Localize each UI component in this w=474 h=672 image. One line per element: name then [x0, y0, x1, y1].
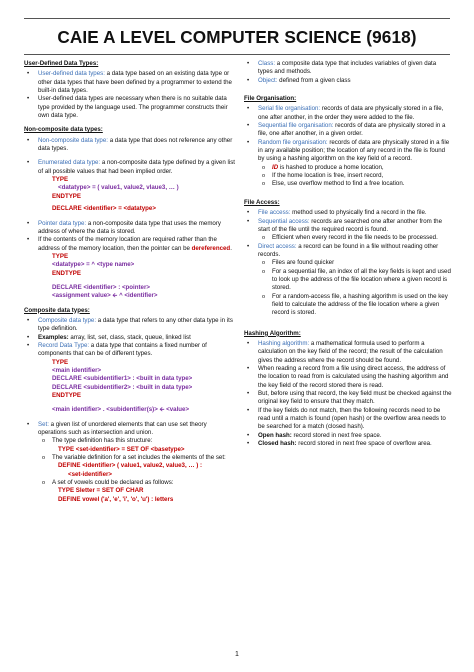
- bullet-udt-definition: [24, 70, 236, 95]
- text: a given list of unordered elements that can use set theory operations such as intersection and union.: [38, 420, 207, 437]
- code-line: <assignment value> 🡨 ^ <identifier>: [52, 292, 158, 300]
- heading-non-composite: Non-composite data types:: [24, 126, 103, 134]
- term: Random file organisation:: [258, 138, 328, 146]
- sub-bullet: o If the home location is free, insert record,: [244, 172, 452, 180]
- term: Non-composite data type:: [38, 136, 108, 144]
- page-title: CAIE A LEVEL COMPUTER SCIENCE (9618): [57, 27, 417, 47]
- bullet-serial: [244, 105, 452, 122]
- code-line: TYPE: [52, 252, 69, 260]
- text: a composite data type that includes variables of given data types and methods.: [258, 60, 437, 76]
- term: Open hash:: [258, 431, 292, 439]
- text: records of data are physically stored in a file, one after another, in the order they were added to the file.: [258, 105, 444, 121]
- text: a non-composite data type defined by a given list of all possible values that had been implied order.: [38, 159, 235, 175]
- code-line: <datatype> = ( value1, value2, vlaue3, … ): [58, 184, 179, 192]
- bullet-hashing-algorithm: [244, 340, 452, 365]
- text: a data type that does not reference any other data types.: [38, 136, 233, 153]
- text: defined from a given class: [277, 76, 351, 84]
- text: record stored in next free space of overflow area.: [296, 440, 432, 448]
- code-line: <set-identifier>: [68, 470, 113, 478]
- code-line: <main identifier> . <subidentifier(s)> 🡨 <value>: [52, 406, 190, 414]
- term: Set:: [38, 420, 49, 428]
- term: Enumerated data type:: [38, 159, 101, 167]
- text: array, list, set, class, stack, queue, linked list: [68, 333, 191, 341]
- bullet-file-access: [244, 209, 452, 217]
- bullet-sequential: [244, 122, 452, 139]
- text: records are searched one after another from the start of the file until the required record is found.: [258, 217, 442, 233]
- code-line: DECLARE <subidentifier1> : <built in data type>: [52, 375, 193, 383]
- code-line: ENDTYPE: [52, 269, 82, 277]
- bullet-object: [244, 77, 452, 85]
- text: a record can be found in a file without reading other records.: [258, 242, 439, 258]
- code-line: DECLARE <identifier> = <datatype>: [52, 205, 156, 213]
- code-line: ENDTYPE: [52, 192, 82, 200]
- term: Direct access:: [258, 242, 297, 250]
- term: Class:: [258, 60, 276, 67]
- heading-composite: Composite data types:: [24, 306, 90, 314]
- sub-bullet: o ID is hashed to produce a home location,: [244, 164, 452, 172]
- term: Sequential file organisation:: [258, 122, 334, 130]
- term: User-defined data types:: [38, 70, 105, 78]
- text: a data type that refers to any other data type in its type definition.: [38, 316, 233, 333]
- bullet-closed-hash: [244, 440, 452, 448]
- heading-hashing: Hashing Algorithm:: [244, 329, 301, 337]
- text: User-defined data types are necessary when there is no suitable data type provided by the language used. The programmer constructs their own data type.: [38, 95, 228, 120]
- heading-file-organisation: File Organisation:: [244, 95, 297, 103]
- bullet-sequential-access: [244, 218, 452, 235]
- code-line: DECLARE <subidentifier2> : <built in data type>: [52, 383, 193, 391]
- code-line: DEFINE vowel ('a', 'e', 'i', 'o', 'u') : letters: [58, 495, 174, 503]
- bullet-direct-access: [244, 243, 452, 260]
- code-line: <main identifier>: [52, 367, 102, 374]
- term: Composite data type:: [38, 316, 97, 324]
- term: File access:: [258, 209, 291, 217]
- text: records of data are physically stored in a file in any available position; the location of any record in the file is found by using a hashing algorithm on the key field of a record.: [258, 138, 450, 163]
- term: Examples:: [38, 333, 69, 341]
- bullet-hash-check: • But, before using that record, the key field must be checked against the original key field to ensure that they match.: [244, 390, 452, 407]
- page-number: 1: [235, 651, 239, 658]
- bullet-random: [244, 139, 452, 164]
- term: Hashing algorithm:: [258, 339, 310, 347]
- term: Sequential access:: [258, 217, 310, 225]
- code-line: DECLARE <identifier> : <pointer>: [52, 283, 150, 291]
- code-line: TYPE <set-identifier> = SET OF <basetype>: [58, 445, 185, 453]
- sub-bullet: o A set of vowels could be declared as follows:: [24, 479, 236, 487]
- text: a mathematical formula used to perform a calculation on the key field of the record; the result of the calculation gives the address where the record should be found.: [258, 339, 443, 364]
- sub-bullet: o Efficient when every record in the file needs to be processed.: [244, 234, 452, 242]
- heading-user-defined: User-Defined Data Types:: [24, 60, 99, 67]
- bullet-composite: [24, 317, 236, 334]
- bullet-class: [244, 60, 452, 77]
- bullet-hash-read: • When reading a record from a file using direct access, the address of the location to read from is calculated using the hashing algorithm and the key field of the record stored there is read.: [244, 365, 452, 390]
- bullet-enumerated: [24, 159, 236, 176]
- code-line: ENDTYPE: [52, 392, 82, 400]
- code-line: DEFINE <identifier> ( value1, value2, value3, … ) :: [58, 462, 203, 470]
- term: Closed hash:: [258, 440, 297, 448]
- highlight: dereferenced: [191, 244, 231, 252]
- term: Serial file organisation:: [258, 105, 321, 113]
- header-rule-top: [24, 18, 450, 19]
- bullet-set: [24, 421, 236, 438]
- text: a data type based on an existing data type or other data types that have been defined by a programmer to extend the built-in data types.: [38, 70, 232, 95]
- heading-file-access: File Access:: [244, 198, 280, 206]
- highlight: ID: [272, 163, 279, 171]
- text: method used to physically find a record in the file.: [290, 209, 427, 217]
- code-line: TYPE Sletter = SET OF CHAR: [58, 487, 144, 495]
- text: If the contents of the memory location are required rather than the address of the memory location, then the pointer can be: [38, 236, 217, 252]
- bullet-dereference: • If the contents of the memory location are required rather than the address of the memory location, then the pointer can be dereferenced.: [24, 236, 236, 253]
- header-rule-bottom: [24, 54, 450, 55]
- bullet-examples: [24, 334, 236, 342]
- bullet-pointer: [24, 220, 236, 237]
- sub-bullet: o Else, use overflow method to find a free location.: [244, 180, 452, 188]
- sub-bullet: o Files are found quicker: [244, 259, 452, 267]
- bullet-hash-mismatch: • If the key fields do not match, then the following records need to be read until a match is found (open hash) or the overflow area needs to be searched for a match (closed hash).: [244, 407, 452, 432]
- bullet-udt-necessity: [24, 95, 236, 120]
- term: Pointer data type:: [38, 219, 87, 227]
- term: Record Data Type:: [38, 341, 90, 349]
- text: a non-composite data type that uses the memory address of where the data is stored.: [38, 219, 221, 235]
- code-line: TYPE: [52, 358, 69, 366]
- bullet-record: [24, 342, 236, 359]
- left-column: [24, 60, 236, 504]
- text: records of data are physically stored in a file, one after another, in a given order.: [258, 122, 446, 138]
- bullet-open-hash: [244, 432, 452, 440]
- text: a data type that contains a fixed number of components that can be of different types.: [38, 341, 207, 358]
- sub-bullet: o For a random-access file, a hashing algorithm is used on the key field to calculate the address of the file location where a given record is stored.: [244, 293, 452, 318]
- text: record stored in next free space.: [291, 431, 382, 439]
- sub-bullet: o The variable definition for a set includes the elements of the set:: [24, 454, 236, 462]
- sub-bullet: o The type definition has this structure:: [24, 437, 236, 445]
- sub-bullet: o For a sequential file, an index of all the key fields is kept and used to look up the address of the file location where a given record is stored.: [244, 268, 452, 293]
- term: Object:: [258, 76, 278, 84]
- code-line: TYPE: [52, 176, 69, 184]
- bullet-non-composite: [24, 137, 236, 154]
- right-column: [244, 60, 452, 448]
- code-line: <datatype> = ^ <type name>: [52, 261, 135, 269]
